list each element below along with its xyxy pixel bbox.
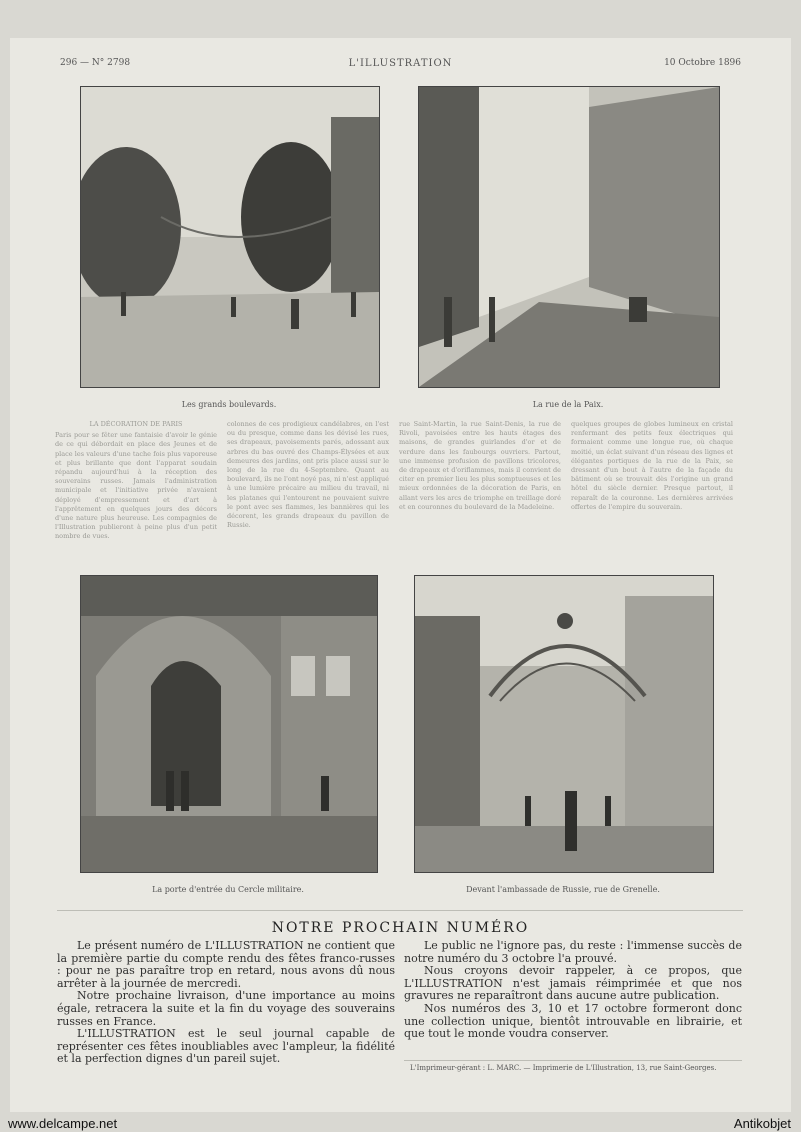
divider	[57, 910, 743, 911]
photo-caption: La porte d'entrée du Cercle militaire.	[152, 885, 304, 894]
imprint-line: L'Imprimeur-gérant : L. MARC. — Imprimerie de L'Illustration, 13, rue Saint-Georges.	[410, 1064, 717, 1072]
article-column	[571, 420, 733, 560]
paragraph: Nos numéros des 3, 10 et 17 octobre formeront donc une collection unique, bientôt introuvable en librairie, et que tout le monde voudra conserver.	[404, 1001, 742, 1041]
photo-cercle-militaire	[80, 575, 378, 873]
photo-caption: Devant l'ambassade de Russie, rue de Grenelle.	[466, 885, 660, 894]
photo-rue-de-la-paix	[418, 86, 720, 388]
article-column	[227, 420, 389, 560]
article-text: Paris pour se fêter une fantaisie d'avoir le génie de ce qui débordait en place des Jeunes et de place les valeurs d'une tache fois plus vaporeuse et plus brillante que dont l'apparat soudain répandu aujourd'hui à la réception des souverains russes. Jamais l'administration municipale et l'initiative privée n'avaient déployé d'empressement et d'art à l'apprêtement en quelques jours des décors d'une nature plus heureuse. Les compagnies de l'Illustration publieront à peine plus d'un petit nombre de vues.	[55, 431, 217, 541]
article-text: rue Saint-Martin, la rue Saint-Denis, la rue de Rivoli, pavoisées entre les hauts étages des maisons, de grandes guirlandes d'or et de verdure dans les faubourgs ouvriers. Partout, une immense profusion de pavillons tricolores, de drapeaux et d'oriflammes, mais il convient de citer en premier lieu les plus somptueuses et les mieux ordonnées de la décoration de Paris, en allant vers les arcs de triomphe en treillage doré et en couronnes du boulevard de la Madeleine.	[399, 420, 561, 511]
article-heading: LA DÉCORATION DE PARIS	[89, 420, 183, 428]
article-text: quelques groupes de globes lumineux en cristal renfermant des petits feux électriques qui formaient comme une longue rue, où chaque moitié, un éclat suivant d'un réseau des lignes et élégantes portiques de la rue de la Paix, se dressant d'un bout à l'autre de la façade du bâtiment où se trouvait dès l'origine un grand hôtel du siècle dernier. Presque partout, il reparaît de la couronne. Les dernières arrivées offertes de l'empire du souverain.	[571, 420, 733, 511]
photo-caption: La rue de la Paix.	[532, 400, 604, 409]
divider	[404, 1060, 742, 1061]
article-column	[399, 420, 561, 560]
article-column	[55, 420, 217, 560]
photo-caption: Les grands boulevards.	[181, 400, 277, 409]
paragraph: Le public ne l'ignore pas, du reste : l'immense succès de notre numéro du 3 octobre l'a prouvé.	[404, 939, 742, 965]
watermark-right: Antikobjet	[733, 1116, 791, 1131]
photo-ambassade-de-russie	[414, 575, 714, 873]
section-title: NOTRE PROCHAIN NUMÉRO	[271, 920, 530, 936]
watermark-left: www.delcampe.net	[8, 1116, 118, 1131]
paragraph: Nous croyons devoir rappeler, à ce propos, que L'ILLUSTRATION n'est jamais réimprimée et que nos gravures ne reparaîtront dans aucune autre publication.	[404, 964, 742, 1003]
paragraph: Notre prochaine livraison, d'une importance au moins égale, retracera la suite et la fin du voyage des souverains russes en France.	[57, 989, 395, 1028]
paragraph: L'ILLUSTRATION est le seul journal capable de représenter ces fêtes inoubliables avec l'ampleur, la fidélité et la perfection dignes d'un pareil sujet.	[57, 1027, 395, 1066]
announcement-right	[404, 940, 742, 1041]
issue-date: 10 Octobre 1896	[664, 58, 741, 68]
photo-grands-boulevards	[80, 86, 380, 388]
article-text: colonnes de ces prodigieux candélabres, en l'est ou du presque, comme dans les dévisé les rues, ses drapeaux, pavoisements parés, adossant aux arbres du bas ouvré des Champs-Élysées et aux demeures des jardins, ont pris place aussi sur le long de la rue du 4-Septembre. Quant au boulevard, ils ne l'ont noyé pas, ni n'est appliqué à une lumière précaire au milieu du travail, ni les platanes qui l'entourent ne pouvaient suivre le pont avec ses flammes, les bannières qui les décorent, les grands drapeaux du pavillon de Russie.	[227, 420, 389, 530]
announcement-left	[57, 940, 395, 1066]
journal-title: L'ILLUSTRATION	[348, 58, 453, 69]
page-header	[0, 58, 801, 72]
paragraph: Le présent numéro de L'ILLUSTRATION ne contient que la première partie du compte rendu des fêtes franco-russes : pour ne pas paraître trop en retard, nous avons dû nous arrêter à la journée de mercredi.	[57, 939, 395, 990]
page-number: 296 — N° 2798	[60, 58, 131, 68]
